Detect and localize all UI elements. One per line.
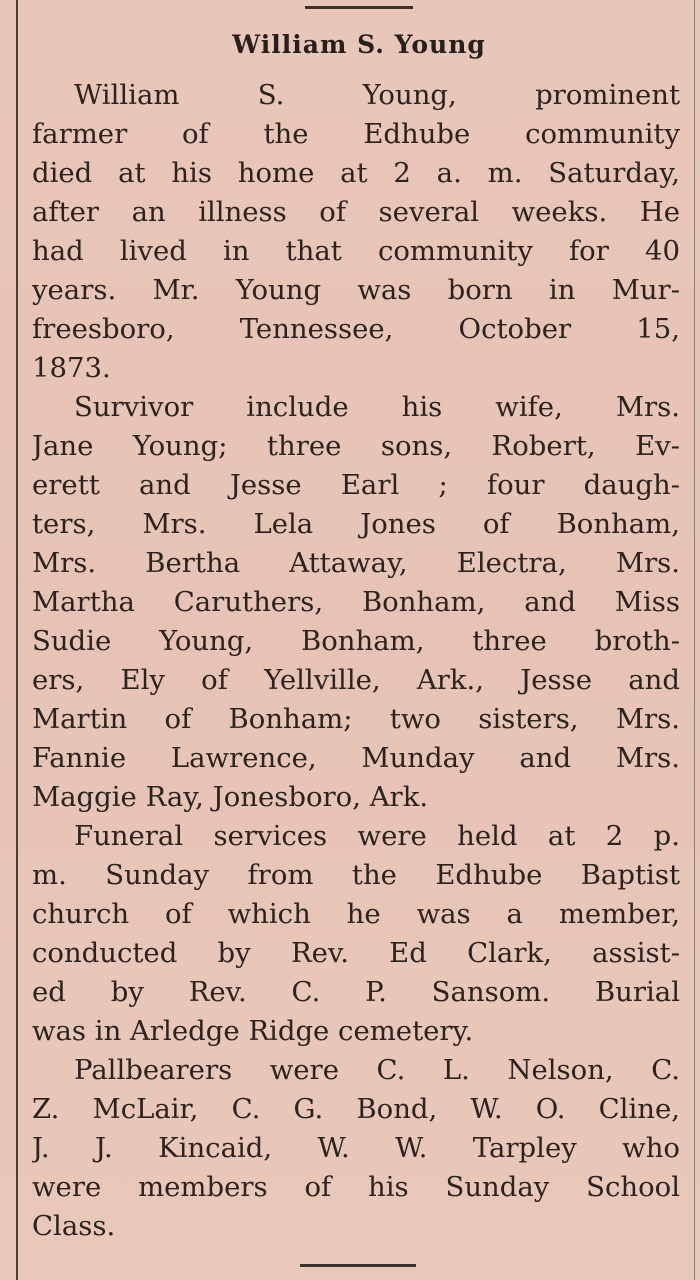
article-line: died at his home at 2 a. m. Saturday,	[32, 157, 680, 189]
article-line: freesboro, Tennessee, October 15,	[32, 313, 680, 345]
article-line: Pallbearers were C. L. Nelson, C.	[74, 1054, 680, 1086]
article-line: farmer of the Edhube community	[32, 118, 680, 150]
article-line: church of which he was a member,	[32, 898, 680, 930]
article-line: ters, Mrs. Lela Jones of Bonham,	[32, 508, 680, 540]
article-line: J. J. Kincaid, W. W. Tarpley who	[32, 1132, 680, 1164]
article-line: m. Sunday from the Edhube Baptist	[32, 859, 680, 891]
paragraph-1	[32, 76, 680, 388]
paragraph-2	[32, 388, 680, 817]
article-line: Maggie Ray, Jonesboro, Ark.	[32, 781, 429, 813]
article-line: Jane Young; three sons, Robert, Ev-	[32, 430, 680, 462]
article-line: Mrs. Bertha Attaway, Electra, Mrs.	[32, 547, 680, 579]
article-line: erett and Jesse Earl ; four daugh-	[32, 469, 680, 501]
top-divider	[305, 6, 413, 9]
article-line: Class.	[32, 1210, 116, 1242]
paragraph-3	[32, 817, 680, 1051]
bottom-divider	[300, 1264, 416, 1267]
article-line: conducted by Rev. Ed Clark, assist-	[32, 937, 680, 969]
article-line: were members of his Sunday School	[32, 1171, 680, 1203]
article-line: Sudie Young, Bonham, three broth-	[32, 625, 680, 657]
article-line: Funeral services were held at 2 p.	[74, 820, 680, 852]
article-line: Martha Caruthers, Bonham, and Miss	[32, 586, 680, 618]
article-line: had lived in that community for 40	[32, 235, 680, 267]
obituary-headline: William S. Young	[232, 30, 486, 59]
article-line: Survivor include his wife, Mrs.	[74, 391, 680, 423]
article-line: years. Mr. Young was born in Mur-	[32, 274, 680, 306]
column-rule-left	[16, 0, 18, 1280]
column-rule-right	[694, 0, 695, 1280]
paragraph-4	[32, 1051, 680, 1246]
article-line: Martin of Bonham; two sisters, Mrs.	[32, 703, 680, 735]
article-line: ed by Rev. C. P. Sansom. Burial	[32, 976, 680, 1008]
article-line: 1873.	[32, 352, 111, 384]
article-line: ers, Ely of Yellville, Ark., Jesse and	[32, 664, 680, 696]
article-line: after an illness of several weeks. He	[32, 196, 680, 228]
article-line: was in Arledge Ridge cemetery.	[32, 1015, 474, 1047]
article-line: Z. McLair, C. G. Bond, W. O. Cline,	[32, 1093, 680, 1125]
obituary-body	[32, 76, 680, 1246]
article-line: William S. Young, prominent	[74, 79, 680, 111]
article-line: Fannie Lawrence, Munday and Mrs.	[32, 742, 680, 774]
